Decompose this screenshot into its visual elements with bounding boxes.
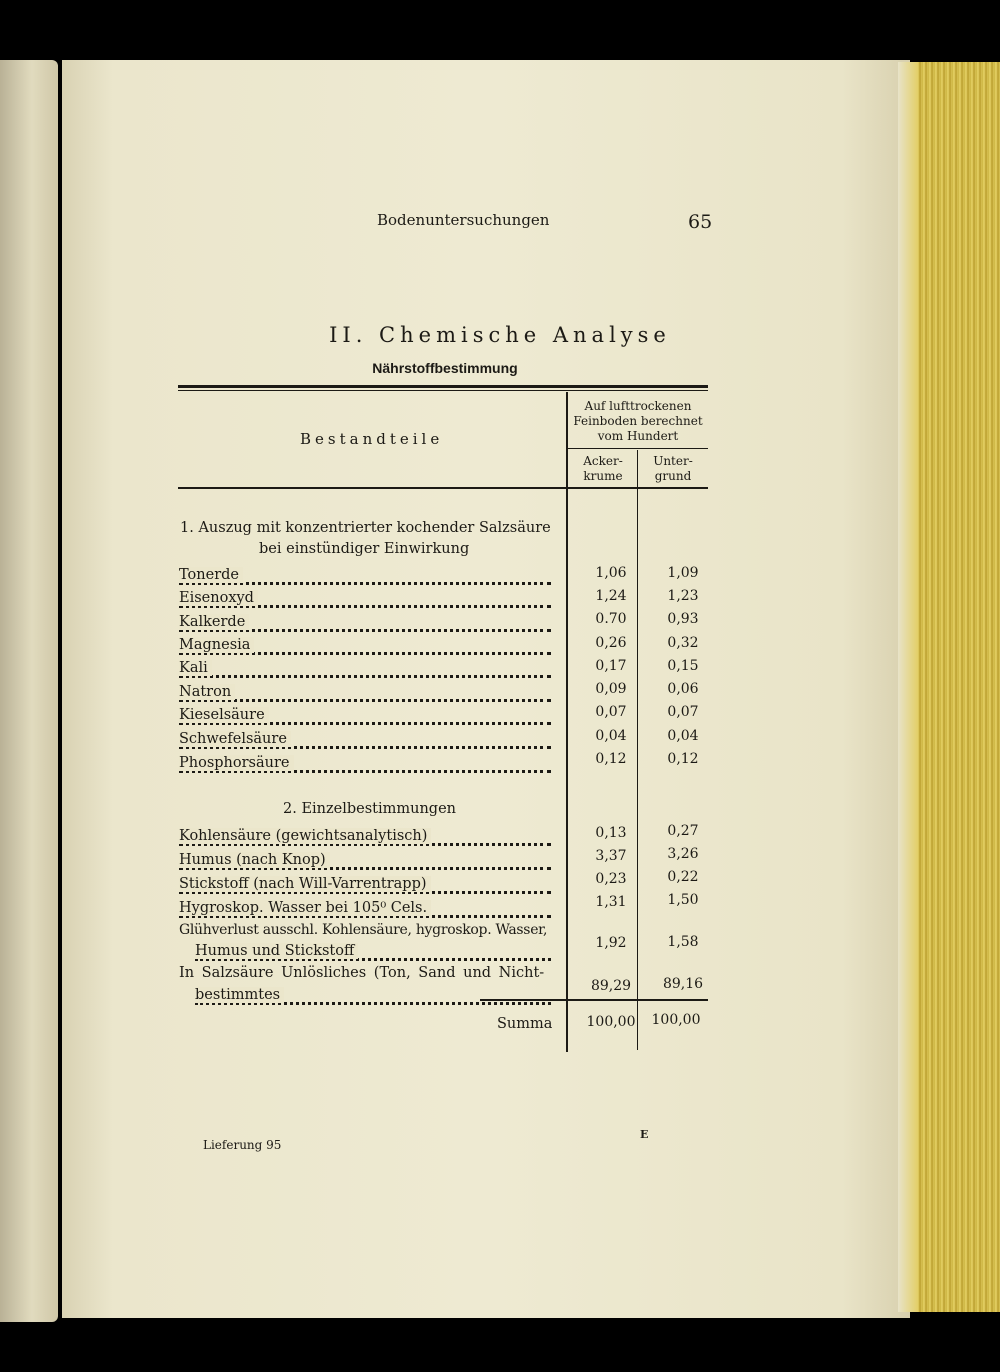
- row-value-untergrund: 0,22: [667, 869, 699, 885]
- row-value-ackerkrume: 0,07: [595, 704, 627, 720]
- row-value-ackerkrume: 0,17: [595, 658, 627, 674]
- row-value-ackerkrume: 1,92: [595, 935, 627, 951]
- row-value-ackerkrume: 89,29: [590, 978, 632, 994]
- table-row: Kohlensäure (gewichtsanalytisch): [179, 828, 551, 850]
- table-top-rule: [178, 385, 708, 388]
- section-subtitle: Nährstoffbestimmung: [372, 360, 518, 376]
- table-row: Natron: [179, 684, 551, 706]
- row-value-ackerkrume: 1,06: [595, 565, 627, 581]
- row-value-untergrund: 0,27: [667, 823, 699, 839]
- table-vertical-rule: [566, 392, 568, 1052]
- header-split-rule: [567, 448, 708, 449]
- bestandteile-header: Bestandteile: [300, 430, 444, 448]
- signature-mark: E: [640, 1128, 649, 1141]
- row-value-untergrund: 3,26: [667, 846, 699, 862]
- table-row: Magnesia: [179, 637, 551, 659]
- row-value-untergrund: 1,50: [667, 892, 699, 908]
- row-value-ackerkrume: 3,37: [595, 848, 627, 864]
- table-row: Schwefelsäure: [179, 731, 551, 753]
- row-value-untergrund: 1,09: [667, 565, 699, 581]
- page-number: 65: [688, 211, 713, 233]
- row-value-untergrund: 0,07: [667, 704, 699, 720]
- row-value-ackerkrume: 0,12: [595, 751, 627, 767]
- row-value-ackerkrume: 0,23: [595, 871, 627, 887]
- row-value-ackerkrume: 1,31: [595, 894, 627, 910]
- section-title: II. Chemische Analyse: [329, 323, 671, 347]
- section2-heading: 2. Einzelbestimmungen: [283, 801, 457, 817]
- left-page-edge: [0, 60, 58, 1322]
- row-value-ackerkrume: 0,26: [595, 635, 627, 651]
- row-value-untergrund: 0,06: [667, 681, 699, 697]
- table-row: Hygroskop. Wasser bei 105⁰ Cels.: [179, 900, 551, 922]
- row-value-untergrund: 1,58: [667, 934, 699, 950]
- row-value-untergrund: 0,32: [667, 635, 699, 651]
- table-row: Kali: [179, 660, 551, 682]
- table-row: Kalkerde: [179, 614, 551, 636]
- summa-value-untergrund: 100,00: [651, 1012, 701, 1028]
- col-header-ackerkrume: Acker- krume: [583, 454, 623, 483]
- table-row: Eisenoxyd: [179, 590, 551, 612]
- table-row: bestimmtes: [195, 987, 551, 1009]
- row-value-untergrund: 1,23: [667, 588, 699, 604]
- table-row: Tonerde: [179, 567, 551, 589]
- row-value-ackerkrume: 0,13: [595, 825, 627, 841]
- table-row: Stickstoff (nach Will-Varrentrapp): [179, 876, 551, 898]
- summa-value-ackerkrume: 100,00: [586, 1014, 636, 1030]
- table-row: Phosphorsäure: [179, 755, 551, 777]
- header-bottom-rule: [178, 487, 708, 489]
- row-value-ackerkrume: 1,24: [595, 588, 627, 604]
- group-header: Auf lufttrockenen Feinboden berechnet vom Hundert: [573, 399, 703, 443]
- unloeslich-line1: In Salzsäure Unlösliches (Ton, Sand und Nicht-: [179, 965, 545, 981]
- col-header-untergrund: Unter- grund: [653, 454, 693, 483]
- table-row: Humus und Stickstoff: [195, 943, 551, 965]
- row-value-untergrund: 0,12: [667, 751, 699, 767]
- table-row: Humus (nach Knop): [179, 852, 551, 874]
- row-value-untergrund: 0,04: [667, 728, 699, 744]
- table-row: Kieselsäure: [179, 707, 551, 729]
- section1-heading-line1: 1. Auszug mit konzentrierter kochender Salzsäure: [180, 520, 551, 536]
- section1-heading-line2: bei einstündiger Einwirkung: [259, 541, 470, 557]
- row-value-untergrund: 89,16: [662, 976, 704, 992]
- row-value-ackerkrume: 0.70: [595, 611, 627, 627]
- summa-label: Summa: [497, 1016, 553, 1032]
- page-stack-edges: [898, 62, 1000, 1312]
- table-top-rule-thin: [178, 390, 708, 391]
- delivery-note: Lieferung 95: [203, 1138, 282, 1152]
- row-value-ackerkrume: 0,04: [595, 728, 627, 744]
- gluehverlust-line1: Glühverlust ausschl. Kohlensäure, hygroskop. Wasser,: [179, 922, 548, 938]
- row-value-untergrund: 0,15: [667, 658, 699, 674]
- running-head: Bodenuntersuchungen: [377, 211, 550, 229]
- table-vertical-rule-2: [637, 450, 638, 1050]
- row-value-untergrund: 0,93: [667, 611, 699, 627]
- row-value-ackerkrume: 0,09: [595, 681, 627, 697]
